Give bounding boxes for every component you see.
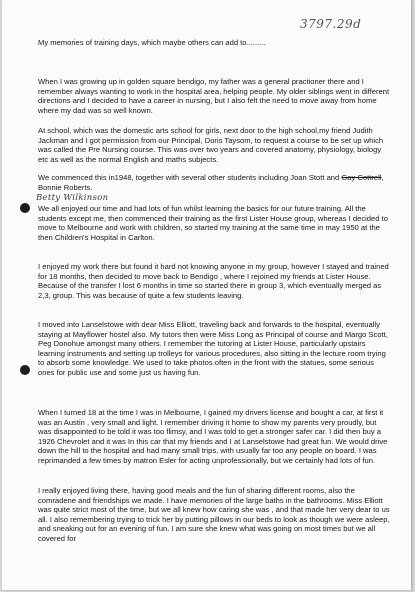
- paragraph-text: I enjoyed my work there but found it hard not knowing anyone in my group, however I stayed and trained for 18 months, then decided to move back to Bendigo , where I rejoined my friends at Lister House. Because of the transfer I lost 6 months in time so started there in group 3, which eventually merged as 2,3, group. This was because of quite a few students leaving.: [38, 262, 389, 300]
- handwritten-name-insertion: Betty Wilkinson: [36, 193, 109, 203]
- binder-hole-top: [20, 203, 30, 213]
- binder-hole-bottom: [20, 365, 30, 375]
- paragraph-text: We all enjoyed our time and had lots of fun whilst learning the basics for our future training. All the students except me, then commenced their training as the first Lister House group, whereas I decided to move to Melbourne and work with children, so started my training at the same time in may 1950 at the then Children's Hospital in Carlton.: [38, 204, 388, 242]
- paragraph-text-start: We commenced this in1948, together with several other students including Joan Stott and: [38, 173, 340, 182]
- paragraph-text: When I turned 18 at the time I was in Melbourne, I gained my drivers license and bought a car, at first it was an Austin , very small and light. I remember driving it home to show my parents very proudly, but was disappointed to be told it was too flimsy, and I was told to get a stronger safer car. I did then buy a 1926 Chevrolet and it was In this car that my friends and I at Lanselstowe had great fun. We would drive down the hill to the hospital and had many small trips, with usually far too any people on board. I was reprimanded a few times by matron Esler for acting unprofessionally, but we certainly had lots of fun.: [38, 408, 388, 465]
- document-page: [2, 0, 411, 590]
- paragraph-school: [38, 126, 390, 164]
- paragraph-childrens-hospital: [38, 262, 390, 300]
- paragraph-text-end: , Bonnie Roberts.: [38, 173, 384, 192]
- handwritten-reference-number: 3797.29d: [300, 17, 362, 31]
- paragraph-living-there: [38, 486, 390, 544]
- paragraph-text: When I was growing up in golden square bendigo, my father was a general practioner there and I remember always wanting to work in the hospital area, helping people. My older siblings went in different directions and I decided to have a career in nursing, but I also felt the need to move away from home where my dad was so well known.: [38, 77, 390, 115]
- paragraph-text: I really enjoyed living there, having good meals and the fun of sharing different rooms, also the comradene and friendships we made. I have memories of the large baths in the bathrooms. Miss Elliott was quite strict most of the time, but we all knew how caring she was , and that made her very dear to us all. I also remembering trying to trick her by putting pillows in our beds to look as though we were asleep, and sneaking out for an evening of fun. I am sure she knew what was going on most times but we all covered for: [38, 486, 390, 543]
- struck-through-name: Gay Cottrell: [341, 173, 382, 182]
- paragraph-basics: [38, 204, 390, 242]
- document-heading: My memories of training days, which maybe others can add to.........: [38, 38, 266, 47]
- paragraph-childhood: [38, 77, 390, 115]
- paragraph-lanselstowe: [38, 320, 390, 378]
- paragraph-text: At school, which was the domestic arts school for girls, next door to the high school,my friend Judith Jackman and I got permission from our Principal, Doris Taysom, to request a course to be set up which was called the Pre Nursing course. This was over two years and covered anatomy, physiology, biology etc as well as the normal English and maths subjects.: [38, 126, 384, 164]
- paragraph-commenced: [38, 173, 390, 192]
- paragraph-car: [38, 408, 390, 466]
- paragraph-text: I moved into Lanselstowe with dear Miss Elliott, traveling back and forwards to the hospital, eventually staying at Mayflower hostel also. My tutors then were Miss Long as Principal of course and Margo Scott, Peg Donohue amongst many others. I remember the tutoring at Lister House, particularly upstairs learning instruments and setting up trolleys for various procedures, also sitting in the lecture room trying to absorb some knowledge. We used to take photos often in the front with the statues, some serious ones for public use and some just us having fun.: [38, 320, 388, 377]
